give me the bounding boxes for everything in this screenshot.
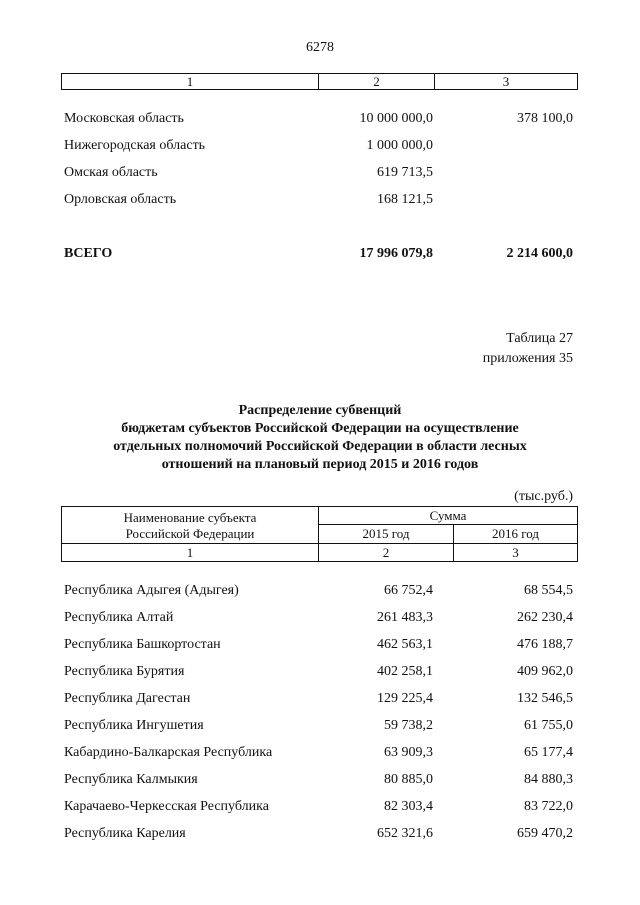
total-label: ВСЕГО <box>64 246 113 261</box>
table1-header <box>61 73 578 90</box>
header-year-2016: 2016 год <box>454 525 577 544</box>
value-2015: 82 303,4 <box>384 799 433 814</box>
value-2015: 80 885,0 <box>384 772 433 787</box>
table1-header-col1: 1 <box>62 74 319 89</box>
table-row <box>0 691 640 711</box>
table-row <box>0 745 640 765</box>
value-2016: 84 880,3 <box>524 772 573 787</box>
table-number: Таблица 27 <box>506 331 573 346</box>
header-sum: Сумма <box>319 507 577 525</box>
value-col2: 168 121,5 <box>377 192 433 207</box>
table-row <box>0 583 640 603</box>
header-region-name <box>62 507 319 544</box>
value-2015: 462 563,1 <box>377 637 433 652</box>
region-name: Республика Адыгея (Адыгея) <box>64 583 239 598</box>
header-region-name-line1: Наименование субъекта <box>123 510 257 525</box>
units-label: (тыс.руб.) <box>514 489 573 504</box>
region-name: Республика Ингушетия <box>64 718 204 733</box>
table-row <box>0 192 640 212</box>
value-2015: 59 738,2 <box>384 718 433 733</box>
table-row <box>0 637 640 657</box>
appendix-number: приложения 35 <box>482 351 573 366</box>
title-line-4: отношений на плановый период 2015 и 2016 годов <box>161 457 479 472</box>
page-number: 6278 <box>306 40 334 55</box>
value-2016: 61 755,0 <box>524 718 573 733</box>
region-name: Республика Башкортостан <box>64 637 221 652</box>
table1-header-col2: 2 <box>319 74 435 89</box>
region-name: Республика Бурятия <box>64 664 185 679</box>
value-col2: 10 000 000,0 <box>359 111 433 126</box>
value-2016: 659 470,2 <box>517 826 573 841</box>
table-row <box>0 799 640 819</box>
table-row <box>0 111 640 131</box>
table-row <box>0 138 640 158</box>
table1-header-col3: 3 <box>502 74 510 89</box>
value-2015: 402 258,1 <box>377 664 433 679</box>
region-name: Республика Калмыкия <box>64 772 198 787</box>
region-name: Республика Дагестан <box>64 691 191 706</box>
value-2016: 68 554,5 <box>524 583 573 598</box>
header-col-number-1: 1 <box>62 544 319 562</box>
value-2015: 63 909,3 <box>384 745 433 760</box>
title-line-3: отдельных полномочий Российской Федерации в области лесных <box>113 439 527 454</box>
title-line-2: бюджетам субъектов Российской Федерации на осуществление <box>121 421 519 436</box>
value-2016: 476 188,7 <box>517 637 573 652</box>
value-col3: 378 100,0 <box>517 111 573 126</box>
value-2016: 132 546,5 <box>517 691 573 706</box>
region-name: Кабардино-Балкарская Республика <box>64 745 273 760</box>
region-name: Карачаево-Черкесская Республика <box>64 799 269 814</box>
value-2016: 65 177,4 <box>524 745 573 760</box>
header-year-2015: 2015 год <box>319 525 454 544</box>
value-2015: 129 225,4 <box>377 691 433 706</box>
table-row <box>0 826 640 846</box>
header-col-number-3: 3 <box>512 545 519 560</box>
region-name: Омская область <box>64 165 158 180</box>
value-2016: 409 962,0 <box>517 664 573 679</box>
value-col2: 1 000 000,0 <box>366 138 433 153</box>
table-row <box>0 610 640 630</box>
table2-header <box>61 506 578 562</box>
title-line-1: Распределение субвенций <box>238 403 402 418</box>
table-row <box>0 165 640 185</box>
region-name: Московская область <box>64 111 184 126</box>
table-row <box>0 718 640 738</box>
total-value-col3: 2 214 600,0 <box>506 246 573 261</box>
region-name: Орловская область <box>64 192 177 207</box>
region-name: Нижегородская область <box>64 138 206 153</box>
value-2015: 261 483,3 <box>377 610 433 625</box>
value-2016: 83 722,0 <box>524 799 573 814</box>
value-2016: 262 230,4 <box>517 610 573 625</box>
header-col-number-2: 2 <box>319 544 454 562</box>
value-2015: 652 321,6 <box>377 826 433 841</box>
table-row <box>0 772 640 792</box>
value-2015: 66 752,4 <box>384 583 433 598</box>
total-row <box>0 246 640 266</box>
region-name: Республика Алтай <box>64 610 174 625</box>
region-name: Республика Карелия <box>64 826 186 841</box>
header-region-name-line2: Российской Федерации <box>125 526 255 541</box>
value-col2: 619 713,5 <box>377 165 433 180</box>
total-value-col2: 17 996 079,8 <box>359 246 433 261</box>
table-row <box>0 664 640 684</box>
